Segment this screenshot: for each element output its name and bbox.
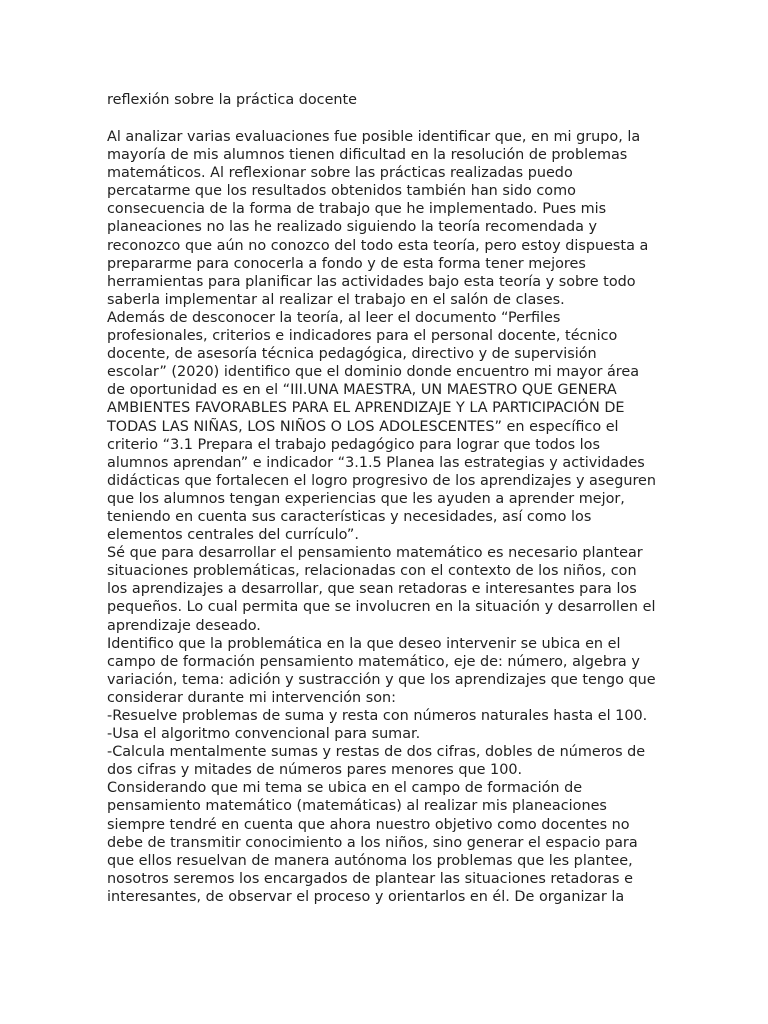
text-line: pequeños. Lo cual permita que se involucren en la situación y desarrollen el (107, 599, 656, 616)
text-line: elementos centrales del currículo”. (107, 527, 359, 544)
text-line: herramientas para planificar las actividades bajo esta teoría y sobre todo (107, 273, 636, 290)
text-line: debe de transmitir conocimiento a los niños, sino generar el espacio para (107, 834, 638, 851)
text-line: los aprendizajes a desarrollar, que sean retadoras e interesantes para los (107, 581, 637, 598)
text-line: siempre tendré en cuenta que ahora nuestro objetivo como docentes no (107, 816, 630, 833)
text-line: TODAS LAS NIÑAS, LOS NIÑOS O LOS ADOLESCENTES” en específico el (107, 418, 619, 435)
text-line: alumnos aprendan” e indicador “3.1.5 Planea las estrategias y actividades (107, 454, 645, 471)
text-line: que ellos resuelvan de manera autónoma los problemas que les plantee, (107, 852, 633, 869)
text-line: -Usa el algoritmo convencional para sumar. (107, 726, 421, 743)
text-line: interesantes, de observar el proceso y orientarlos en él. De organizar la (107, 888, 625, 905)
text-line: Identifico que la problemática en la que deseo intervenir se ubica en el (107, 635, 621, 652)
text-line: dos cifras y mitades de números pares menores que 100. (107, 762, 523, 779)
text-line: matemáticos. Al reflexionar sobre las prácticas realizadas puedo (107, 165, 573, 182)
text-line: prepararme para conocerla a fondo y de esta forma tener mejores (107, 255, 586, 272)
text-line: considerar durante mi intervención son: (107, 689, 397, 706)
text-line: reconozco que aún no conozco del todo esta teoría, pero estoy dispuesta a (107, 237, 649, 254)
text-line: campo de formación pensamiento matemático, eje de: número, algebra y (107, 653, 640, 670)
text-line: percatarme que los resultados obtenidos también han sido como (107, 183, 576, 200)
text-line: -Calcula mentalmente sumas y restas de dos cifras, dobles de números de (107, 744, 646, 761)
text-line: Además de desconocer la teoría, al leer el documento “Perfiles (107, 309, 561, 326)
text-line: mayoría de mis alumnos tienen dificultad en la resolución de problemas (107, 147, 628, 164)
text-line: escolar” (2020) identifico que el dominio donde encuentro mi mayor área (107, 364, 640, 381)
text-line: docente, de asesoría técnica pedagógica, directivo y de supervisión (107, 346, 597, 363)
text-line: Considerando que mi tema se ubica en el campo de formación de (107, 780, 583, 797)
document-title: reflexión sobre la práctica docente (107, 92, 358, 108)
text-line: consecuencia de la forma de trabajo que he implementado. Pues mis (107, 201, 607, 218)
text-line: Sé que para desarrollar el pensamiento matemático es necesario plantear (107, 545, 643, 562)
text-line: Al analizar varias evaluaciones fue posible identificar que, en mi grupo, la (107, 129, 641, 145)
text-line: pensamiento matemático (matemáticas) al realizar mis planeaciones (107, 798, 607, 815)
text-line: variación, tema: adición y sustracción y que los aprendizajes que tengo que (107, 671, 656, 688)
text-line: de oportunidad es en el “III.UNA MAESTRA, UN MAESTRO QUE GENERA (107, 382, 617, 399)
text-line: nosotros seremos los encargados de plantear las situaciones retadoras e (107, 870, 633, 887)
text-line: didácticas que fortalecen el logro progresivo de los aprendizajes y aseguren (107, 472, 657, 489)
text-line: planeaciones no las he realizado siguiendo la teoría recomendada y (107, 219, 597, 236)
text-line: criterio “3.1 Prepara el trabajo pedagógico para lograr que todos los (107, 436, 600, 453)
text-line: AMBIENTES FAVORABLES PARA EL APRENDIZAJE Y LA PARTICIPACIÓN DE (107, 400, 625, 417)
text-line: que los alumnos tengan experiencias que les ayuden a aprender mejor, (107, 490, 625, 507)
text-line: profesionales, criterios e indicadores para el personal docente, técnico (107, 328, 618, 345)
text-line: teniendo en cuenta sus características y necesidades, así como los (107, 508, 592, 525)
text-line: -Resuelve problemas de suma y resta con números naturales hasta el 100. (107, 708, 648, 724)
document-body (107, 128, 667, 906)
text-line: situaciones problemáticas, relacionadas con el contexto de los niños, con (107, 563, 637, 580)
text-line: aprendizaje deseado. (107, 617, 261, 634)
text-line: saberla implementar al realizar el trabajo en el salón de clases. (107, 291, 565, 308)
